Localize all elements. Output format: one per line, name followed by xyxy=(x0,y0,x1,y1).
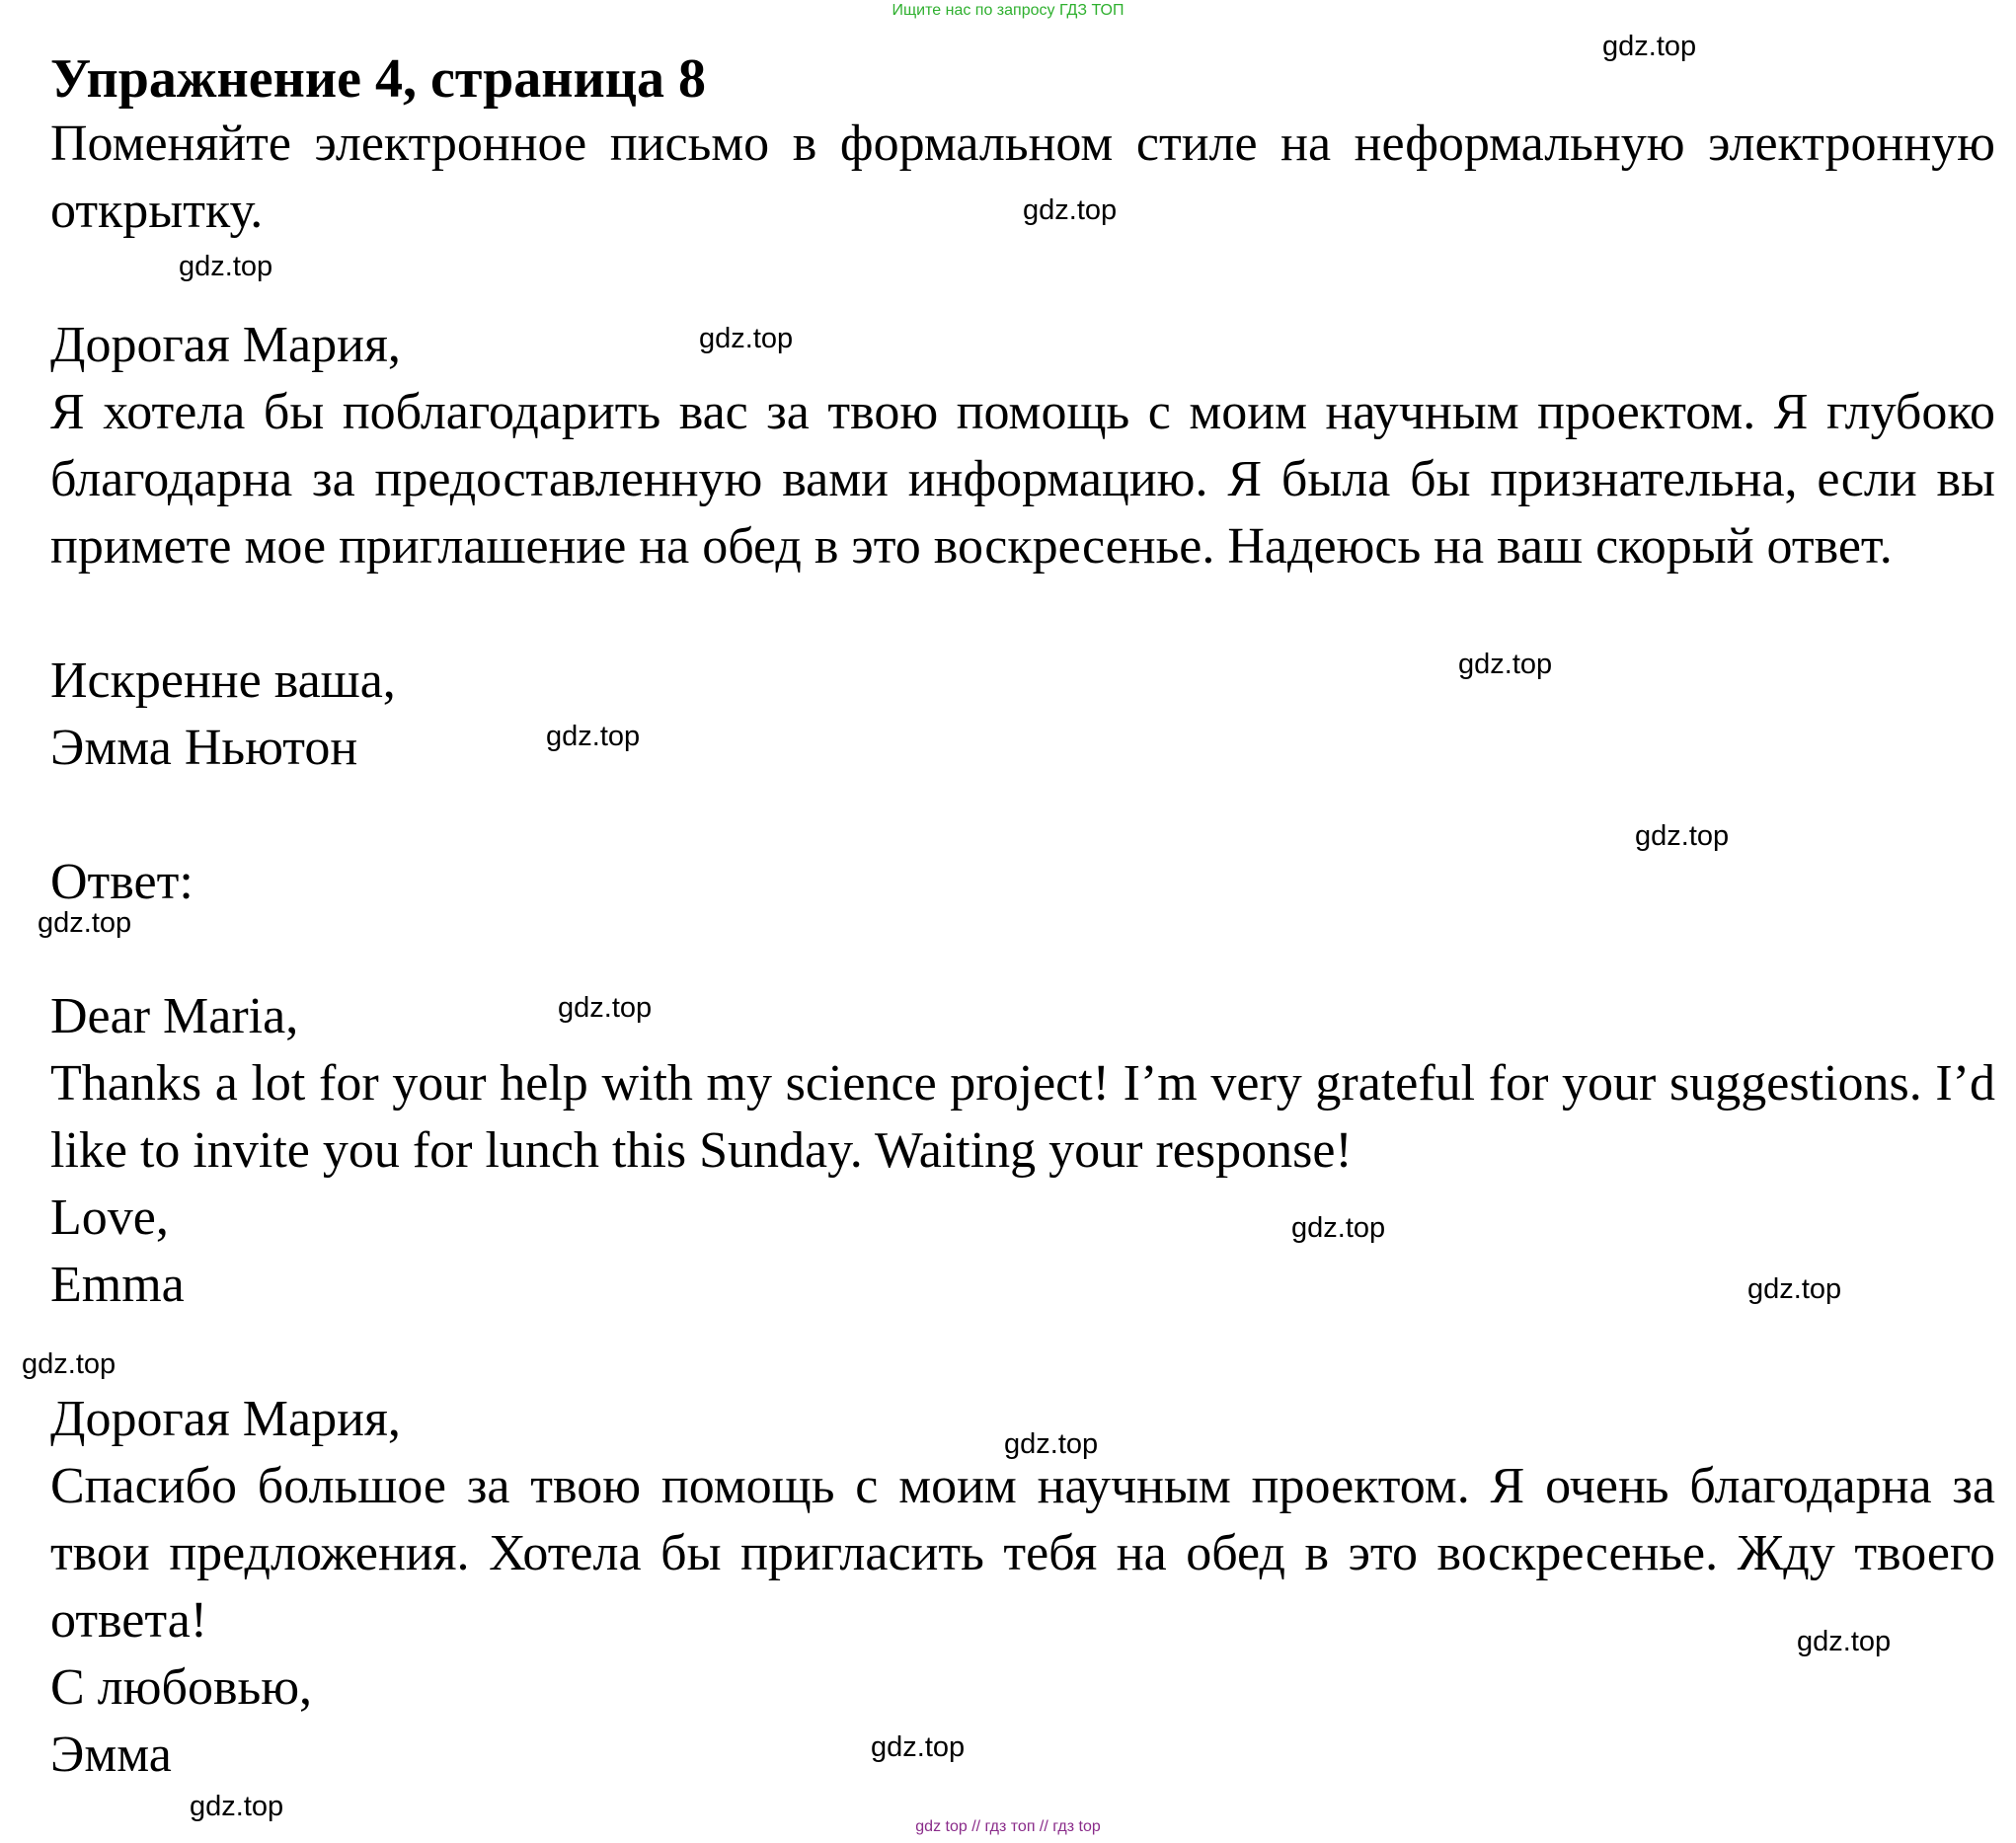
footer-links: gdz top // гдз топ // гдз top xyxy=(915,1818,1101,1835)
watermark: gdz.top xyxy=(179,251,273,282)
watermark: gdz.top xyxy=(546,721,641,752)
formal-letter-greeting: Дорогая Мария, xyxy=(50,317,401,373)
formal-letter-closing: Искренне ваша, xyxy=(50,653,396,709)
watermark: gdz.top xyxy=(190,1791,284,1822)
top-banner: Ищите нас по запросу ГДЗ ТОП xyxy=(892,2,1124,19)
watermark: gdz.top xyxy=(1602,31,1697,62)
formal-letter-signature: Эмма Ньютон xyxy=(50,720,358,776)
watermark: gdz.top xyxy=(871,1731,966,1763)
english-letter-signature: Emma xyxy=(50,1257,185,1313)
russian-letter-greeting: Дорогая Мария, xyxy=(50,1391,401,1447)
watermark: gdz.top xyxy=(1747,1273,1842,1305)
watermark: gdz.top xyxy=(1023,194,1118,226)
russian-letter-body: Спасибо большое за твою помощь с моим научным проектом. Я очень благодарна за твои предложения. Хотела бы пригласить тебя на обед в это воскресенье. Жду твоего ответа! xyxy=(50,1458,1995,1649)
task-instruction: Поменяйте электронное письмо в формальном стиле на неформальную электронную открытку. xyxy=(50,115,1995,239)
english-letter-body: Thanks a lot for your help with my science project! I’m very grateful for your suggestions. I’d like to invite you for lunch this Sunday. Waiting your response! xyxy=(50,1055,1995,1179)
english-letter-closing: Love, xyxy=(50,1190,169,1246)
watermark: gdz.top xyxy=(38,907,132,939)
watermark: gdz.top xyxy=(1797,1626,1892,1657)
watermark: gdz.top xyxy=(558,992,653,1024)
watermark: gdz.top xyxy=(22,1348,116,1380)
russian-letter-signature: Эмма xyxy=(50,1727,172,1783)
russian-letter-closing: С любовью, xyxy=(50,1659,313,1716)
english-letter-greeting: Dear Maria, xyxy=(50,988,299,1044)
answer-label: Ответ: xyxy=(50,854,194,910)
watermark: gdz.top xyxy=(1291,1212,1386,1244)
page-title: Упражнение 4, страница 8 xyxy=(50,48,707,110)
formal-letter-body: Я хотела бы поблагодарить вас за твою помощь с моим научным проектом. Я глубоко благодарна за предоставленную вами информацию. Я была бы признательна, если вы примете мое приглашение на обед в это воскресенье. Надеюсь на ваш скорый ответ. xyxy=(50,384,1995,575)
watermark: gdz.top xyxy=(699,323,794,354)
watermark: gdz.top xyxy=(1004,1428,1099,1460)
watermark: gdz.top xyxy=(1635,820,1730,852)
watermark: gdz.top xyxy=(1458,649,1553,680)
